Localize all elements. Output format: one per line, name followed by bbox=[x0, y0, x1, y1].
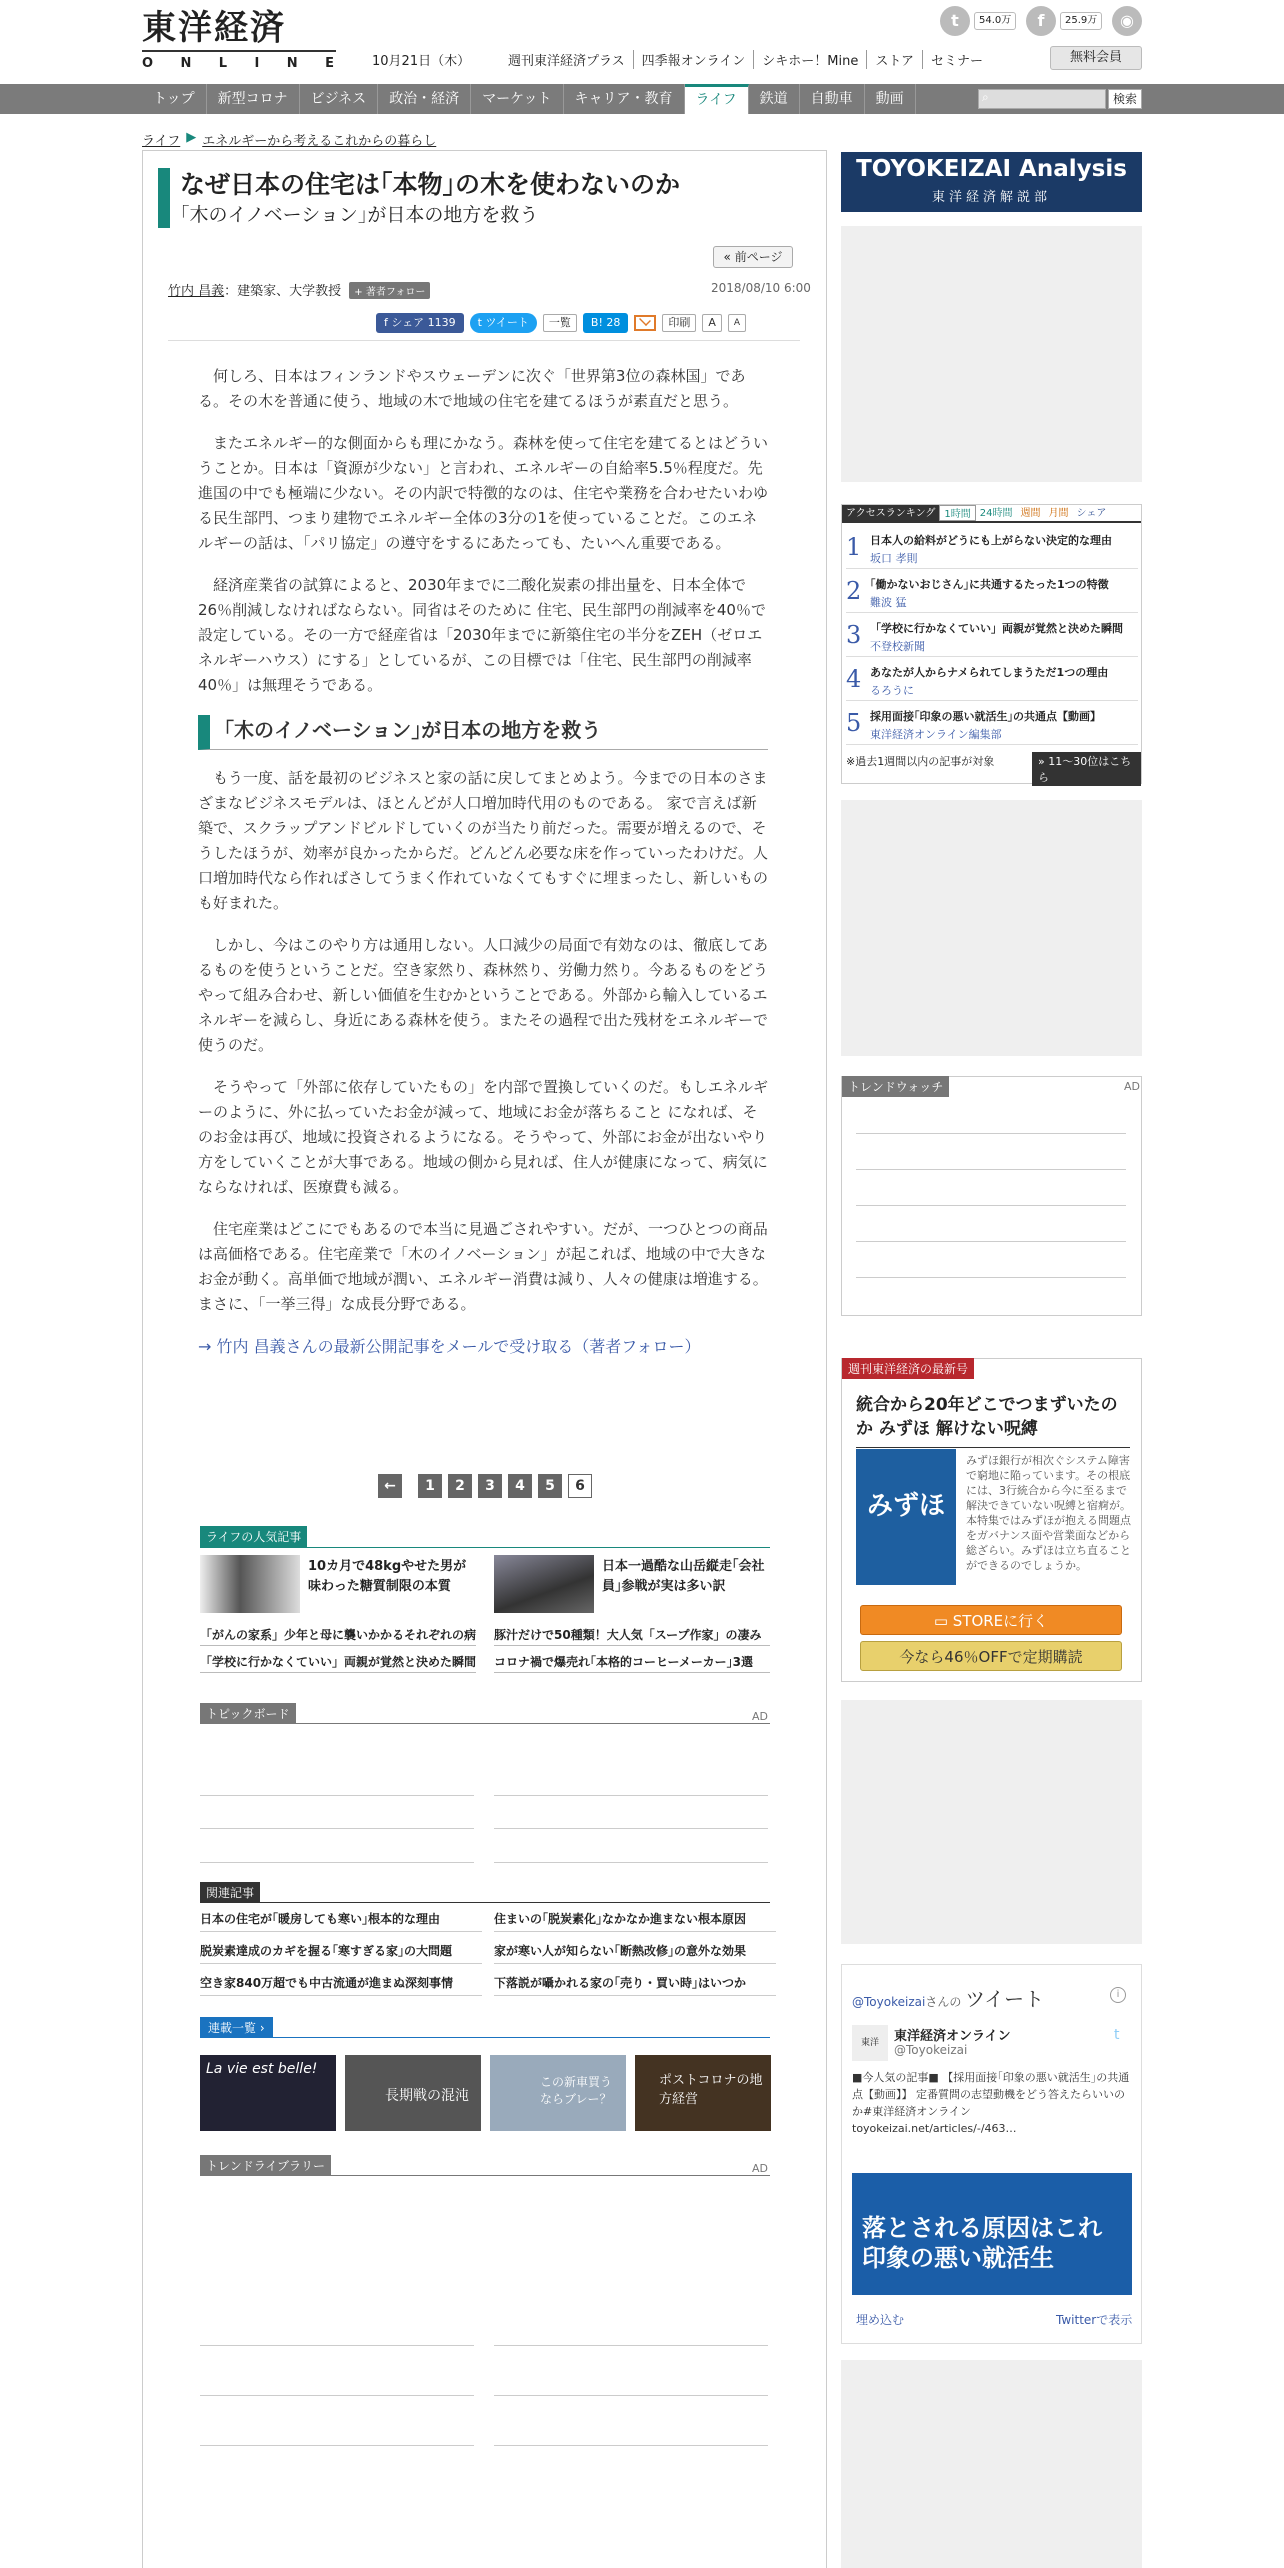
logo-online bbox=[142, 56, 336, 71]
ranking-item[interactable] bbox=[846, 705, 1138, 745]
tab-24hour[interactable]: 24時間 bbox=[979, 508, 1013, 519]
divider bbox=[856, 1169, 1126, 1170]
divider bbox=[856, 1133, 1126, 1134]
user-plus-icon: + bbox=[354, 287, 363, 298]
related-item[interactable]: 空き家840万超でも中古流通が進まぬ深刻事情 bbox=[200, 1970, 482, 1996]
logo-letter: E bbox=[325, 56, 336, 71]
ad-label: AD bbox=[1124, 1080, 1140, 1093]
tab-weekly[interactable]: 週間 bbox=[1020, 508, 1041, 519]
mail-icon[interactable] bbox=[634, 315, 656, 331]
rss-icon: ◉ bbox=[1112, 6, 1142, 36]
nav-item-top[interactable]: トップ bbox=[142, 84, 207, 114]
rank-number: 5 bbox=[846, 709, 862, 737]
trendwatch bbox=[841, 1076, 1142, 1316]
related-item[interactable]: 下落説が囁かれる家の｢売り・買い時｣はいつか bbox=[494, 1970, 776, 1996]
weekly-cover[interactable]: みずほ bbox=[856, 1449, 956, 1585]
divider bbox=[200, 2037, 770, 2038]
author-role: ：建築家、大学教授 bbox=[224, 284, 342, 299]
rank-title: あなたが人からナメられてしまうただ1つの理由 bbox=[870, 666, 1109, 679]
divider bbox=[200, 2395, 474, 2396]
facebook-share-button[interactable] bbox=[376, 313, 464, 333]
popular-card-title: 10カ月で48kgやせた男が味わった糖質制限の本質 bbox=[308, 1559, 467, 1594]
related-label: 関連記事 bbox=[200, 1882, 260, 1903]
divider bbox=[494, 2445, 768, 2446]
store-button-label: STOREに行く bbox=[952, 1612, 1049, 1630]
tweet-banner[interactable] bbox=[852, 2173, 1132, 2295]
series-thumbnail[interactable] bbox=[635, 2055, 771, 2131]
logo-letter: L bbox=[218, 56, 230, 71]
paragraph: またエネルギー的な側面からも理にかなう。森林を使って住宅を建てるとはどういうことか。日本は「資源が少ない」と言われ、エネルギーの自給率5.5％程度だ。先進国の中でも極端に少ない。その内訳で特徴的なのは、住宅や業務を合わせたいわゆる民生部門、つまり建物でエネルギー全体の3分の1を使っていることだ。このエネルギーの話は、「パリ協定」の遵守をするにあたっても、たいへん重要である。 bbox=[198, 434, 769, 552]
tweet-label: ツイート bbox=[485, 316, 529, 329]
series-thumb-text: 長期戦の混沌 bbox=[385, 2088, 469, 2104]
divider bbox=[494, 2395, 768, 2396]
rank-author: 難波 猛 bbox=[870, 596, 907, 609]
paragraph: 経済産業省の試算によると、2030年までに二酸化炭素の排出量を、日本全体で26％削減しなければならない。同省はそのために 住宅、民生部門の削減率を40％で設定している。その一方で経産省は「2030年までに新築住宅の半分をZEH（ゼロエネルギーハウス）にする」としているが、この目標では「住宅、民生部門の削減率40％」は無理そうである。 bbox=[198, 576, 766, 694]
rank-author: 東洋経済オンライン編集部 bbox=[870, 728, 1002, 741]
author-line bbox=[168, 280, 430, 299]
ad-slot bbox=[841, 226, 1142, 482]
tweet-banner-text: 落とされる原因はこれ 印象の悪い就活生 bbox=[862, 2214, 1102, 2272]
twitter-icon: t bbox=[477, 316, 486, 329]
timeline-title: ツイート bbox=[965, 1987, 1045, 2011]
nav-item-covid[interactable]: 新型コロナ bbox=[207, 84, 300, 114]
timeline-suffix: さんの bbox=[925, 1995, 962, 2009]
popular-list-item[interactable]: 「学校に行かなくていい」両親が覚然と決めた瞬間 bbox=[200, 1651, 476, 1673]
twitter-count: 54.0万 bbox=[974, 12, 1016, 30]
popular-card-title: 日本一過酷な山岳縦走｢会社員｣参戦が実は多い訳 bbox=[602, 1559, 765, 1594]
page-link[interactable]: 1 bbox=[418, 1474, 442, 1498]
divider bbox=[494, 2345, 768, 2346]
divider bbox=[494, 1862, 768, 1863]
rank-title: 「学校に行かなくていい」両親が覚然と決めた瞬間 bbox=[870, 622, 1123, 635]
view-on-twitter-link[interactable]: Twitterで表示 bbox=[1056, 2313, 1133, 2327]
logo-letter: N bbox=[180, 56, 194, 71]
page-link[interactable]: 2 bbox=[448, 1474, 472, 1498]
twitter-icon: t bbox=[1114, 2027, 1120, 2043]
logo-kanji: 東洋経済 bbox=[142, 8, 286, 48]
series-label[interactable] bbox=[200, 2017, 273, 2038]
nav-item-politics[interactable]: 政治・経済 bbox=[378, 84, 471, 114]
series-thumb-text: この新車買うならブレー？ bbox=[540, 2075, 613, 2106]
divider bbox=[200, 1723, 770, 1724]
ranking-title: アクセスランキング bbox=[842, 505, 939, 521]
tweet-account-handle[interactable]: @Toyokeizai bbox=[894, 2043, 968, 2057]
trendlib-label: トレンドライブラリー bbox=[200, 2155, 331, 2176]
nav-item-life[interactable]: ライフ bbox=[685, 84, 749, 114]
popular-list-item[interactable]: コロナ禍で爆売れ｢本格的コーヒーメーカー｣3選 bbox=[494, 1651, 770, 1673]
twitter-icon: t bbox=[940, 6, 970, 36]
divider bbox=[494, 1795, 768, 1796]
ad-label: AD bbox=[752, 2162, 768, 2175]
tweet-account[interactable]: 東洋経済オンライン bbox=[894, 2029, 1011, 2044]
paragraph: そうやって「外部に依存していたもの」を内部で置換していくのだ。もしエネルギーのように、外に払っていたお金が減って、地域にお金が落ちること になれば、そのお金は再び、地域に投資されるようになる。そうやって、外部にお金が出ないやり方をしていくことが大事である。地域の側から見れば、住人が健康になって、病気にならなければ、医療費も減る。 bbox=[198, 1078, 769, 1196]
series-thumbnail[interactable] bbox=[345, 2055, 481, 2131]
nav-item-auto[interactable]: 自動車 bbox=[800, 84, 865, 114]
divider bbox=[200, 1795, 474, 1796]
tweet-text: ■今人気の記事■ 【採用面接｢印象の悪い就活生｣の共通点【動画】】 定番質問の志望動機をどう答えたらいいのか#東洋経済オンライン toyokeizai.net/articles/-/463… bbox=[852, 2071, 1130, 2135]
current-page: 6 bbox=[568, 1474, 592, 1498]
nav-item-career[interactable]: キャリア・教育 bbox=[564, 84, 685, 114]
free-member-button[interactable]: 無料会員 bbox=[1050, 46, 1142, 70]
chevron-right-icon: ▶ bbox=[186, 130, 197, 145]
tweet-button[interactable] bbox=[470, 313, 537, 333]
embed-link[interactable]: 埋め込む bbox=[856, 2313, 905, 2327]
timeline-handle[interactable]: @Toyokeizai bbox=[852, 1995, 926, 2009]
page-subtitle: ｢木のイノベーション｣が日本の地方を救う bbox=[180, 204, 539, 226]
rank-number: 2 bbox=[846, 577, 862, 605]
related-item[interactable]: 家が寒い人が知らない｢断熱改修｣の意外な効果 bbox=[494, 1938, 776, 1964]
divider bbox=[200, 1862, 474, 1863]
related-item[interactable]: 日本の住宅が｢暖房しても寒い｣根本的な理由 bbox=[200, 1906, 482, 1932]
paragraph: 何しろ、日本はフィンランドやスウェーデンに次ぐ「世界第3位の森林国」である。その木を普通に使う、地域の木で地域の住宅を建てるほうが素直だと思う。 bbox=[198, 367, 746, 410]
rank-author: 坂口 孝則 bbox=[870, 552, 918, 565]
timeline-header bbox=[852, 1983, 1044, 2012]
popular-list-item[interactable]: 「がんの家系」少年と母に襲いかかるそれぞれの病 bbox=[200, 1624, 476, 1646]
rank-number: 4 bbox=[846, 665, 862, 693]
page-title: なぜ日本の住宅は｢本物｣の木を使わないのか bbox=[180, 170, 681, 199]
access-ranking bbox=[841, 504, 1142, 784]
tab-share[interactable]: シェア bbox=[1076, 508, 1107, 519]
facebook-follow[interactable] bbox=[1026, 6, 1102, 36]
ranking-item[interactable] bbox=[846, 529, 1138, 569]
rank-author: るろうに bbox=[870, 684, 914, 697]
paragraph: しかし、今はこのやり方は通用しない。人口減少の局面で有効なのは、徹底してあるものを使うということだ。空き家然り、森林然り、労働力然り。今あるものをどうやって組み合わせ、新しい価値を生むかということである。外部から輸入しているエネルギーを減らし、身近にある森林を使う。またその過程で出た残材をエネルギーで使うのだ。 bbox=[198, 936, 769, 1054]
divider bbox=[200, 2445, 474, 2446]
share-bar bbox=[376, 313, 746, 333]
page-link[interactable]: 3 bbox=[478, 1474, 502, 1498]
rank-title: ｢働かないおじさん｣に共通するたった1つの特徴 bbox=[870, 578, 1109, 591]
ranking-item[interactable] bbox=[846, 573, 1138, 613]
divider bbox=[856, 1205, 1126, 1206]
article-date: 2018/08/10 6:00 bbox=[711, 281, 811, 295]
facebook-share-label: シェア 1139 bbox=[391, 316, 456, 329]
article-title-block bbox=[158, 168, 778, 228]
series-thumb-text: La vie est belle! bbox=[206, 2061, 318, 2077]
logo-letter: I bbox=[254, 56, 262, 71]
author-follow-link[interactable]: → 竹内 昌義さんの最新公開記事をメールで受け取る（著者フォロー） bbox=[198, 1337, 701, 1356]
divider bbox=[200, 2175, 770, 2176]
divider bbox=[200, 1902, 770, 1903]
chevron-right-icon: › bbox=[259, 2021, 265, 2035]
nav-item-business[interactable]: ビジネス bbox=[300, 84, 379, 114]
paragraph: もう一度、話を最初のビジネスと家の話に戻してまとめよう。今までの日本のさまざまなビジネスモデルは、ほとんどが人口増加時代用のものである。 家で言えば新築で、スクラップアンドビルドしていくのが当たり前だった。需要が増えるので、そうしたほうが、効率が良かったからだ。どんどん必要な床を作っていったわけだ。人口増加時代なら作ればさしてうまく作れていなくてもすぐに埋まったし、新しいものも好まれた。 bbox=[198, 769, 769, 912]
related-item[interactable]: 住まいの｢脱炭素化｣なかなか進まない根本原因 bbox=[494, 1906, 776, 1932]
nav-item-market[interactable]: マーケット bbox=[471, 84, 563, 114]
store-button[interactable] bbox=[860, 1605, 1122, 1635]
search-icon: ⌕ bbox=[982, 90, 989, 104]
header-link[interactable]: セミナー bbox=[930, 54, 983, 69]
header-link[interactable]: 四季報オンライン bbox=[634, 50, 755, 69]
tab-1hour[interactable]: 1時間 bbox=[939, 505, 975, 521]
weekly-title[interactable]: 統合から20年どこでつまずいたのか みずほ 解けない呪縛 bbox=[856, 1393, 1130, 1448]
weekly-description: みずほ銀行が相次ぐシステム障害で窮地に陥っています。その根底には、3行統合から今に至るまで解決できていない呪縛と宿痾が。本特集ではみずほが抱える問題点をガバナンス面や営業面などから総ざらい。みずほは立ち直ることができるのでしょうか。 bbox=[966, 1454, 1131, 1572]
print-button[interactable]: 印刷 bbox=[662, 314, 696, 332]
search-input[interactable] bbox=[978, 89, 1106, 109]
ranking-more-link[interactable]: » 11～30位はこちら bbox=[1032, 752, 1141, 786]
weekly-label: 週刊東洋経済の最新号 bbox=[842, 1358, 974, 1379]
facebook-icon: f bbox=[384, 316, 392, 329]
popular-card[interactable] bbox=[494, 1555, 772, 1615]
logo-letter: N bbox=[286, 56, 300, 71]
prev-page-button[interactable]: « 前ページ bbox=[713, 246, 793, 268]
info-icon[interactable]: i bbox=[1110, 1987, 1126, 2003]
subscribe-button[interactable]: 今なら46％OFFで定期購読 bbox=[860, 1641, 1122, 1671]
nav-item-video[interactable]: 動画 bbox=[865, 84, 916, 114]
header-date: 10月21日（木） bbox=[372, 54, 471, 69]
font-large-button[interactable]: A bbox=[702, 314, 722, 332]
nav-item-railway[interactable]: 鉄道 bbox=[749, 84, 800, 114]
header-link[interactable]: シキホー！Mine bbox=[754, 50, 867, 69]
divider bbox=[200, 1547, 770, 1548]
divider bbox=[494, 1828, 768, 1829]
ad-label: AD bbox=[752, 1710, 768, 1723]
divider bbox=[856, 1241, 1126, 1242]
series-thumbnail[interactable] bbox=[200, 2055, 336, 2131]
site-header bbox=[0, 0, 1284, 84]
divider bbox=[200, 1828, 474, 1829]
related-item[interactable]: 脱炭素達成のカギを握る｢寒すぎる家｣の大問題 bbox=[200, 1938, 482, 1964]
breadcrumb-life[interactable]: ライフ bbox=[142, 134, 181, 149]
breadcrumb-series[interactable]: エネルギーから考えるこれからの暮らし bbox=[202, 134, 437, 149]
arrow-left-icon[interactable]: ← bbox=[378, 1474, 402, 1498]
twitter-timeline bbox=[841, 1964, 1142, 2344]
divider bbox=[856, 1277, 1126, 1278]
rank-title: 日本人の給料がどうにも上がらない決定的な理由 bbox=[870, 534, 1112, 547]
series-label-text: 連載一覧 bbox=[208, 2021, 257, 2035]
list-button[interactable]: 一覧 bbox=[543, 314, 577, 332]
rank-number: 1 bbox=[846, 533, 862, 561]
popular-list-item[interactable]: 豚汁だけで50種類！大人気「スープ作家」の凄み bbox=[494, 1624, 770, 1646]
logo-rule bbox=[142, 50, 336, 52]
ranking-note: ※過去1週間以内の記事が対象 bbox=[846, 755, 995, 768]
ad-slot bbox=[841, 2360, 1142, 2568]
analysis-subtitle: 東洋経済解説部 bbox=[931, 190, 1051, 205]
popular-label: ライフの人気記事 bbox=[200, 1526, 307, 1547]
avatar[interactable]: 東洋 bbox=[852, 2025, 888, 2061]
page-link[interactable]: 5 bbox=[538, 1474, 562, 1498]
analysis-title: TOYOKEIZAI Analysis bbox=[856, 156, 1127, 182]
pagination bbox=[378, 1474, 592, 1498]
rank-author: 不登校新聞 bbox=[870, 640, 925, 653]
font-small-button[interactable]: A bbox=[728, 314, 746, 332]
header-link[interactable]: ストア bbox=[867, 50, 923, 69]
article-thumbnail bbox=[494, 1555, 594, 1613]
main-nav bbox=[0, 84, 1284, 114]
header-link[interactable]: 週刊東洋経済プラス bbox=[500, 50, 634, 69]
article-body bbox=[198, 364, 768, 1359]
breadcrumb bbox=[142, 130, 436, 149]
book-icon: ▭ bbox=[933, 1612, 953, 1630]
ad-slot bbox=[841, 800, 1142, 1056]
weekly-magazine bbox=[841, 1358, 1142, 1682]
author-name[interactable]: 竹内 昌義 bbox=[168, 284, 225, 299]
divider bbox=[168, 340, 800, 341]
author-follow-label: 著者フォロー bbox=[365, 287, 426, 298]
site-logo[interactable] bbox=[142, 8, 336, 70]
rss-follow[interactable] bbox=[1112, 6, 1142, 36]
twitter-follow[interactable] bbox=[940, 6, 1016, 36]
tab-monthly[interactable]: 月間 bbox=[1048, 508, 1069, 519]
ranking-item[interactable] bbox=[846, 617, 1138, 657]
topicboard-label: トピックボード bbox=[200, 1703, 296, 1724]
search-button[interactable]: 検索 bbox=[1108, 89, 1142, 109]
facebook-icon: f bbox=[1026, 6, 1056, 36]
series-thumbnail[interactable] bbox=[490, 2055, 626, 2131]
facebook-count: 25.9万 bbox=[1060, 12, 1102, 30]
trendwatch-label: トレンドウォッチ bbox=[842, 1076, 949, 1097]
author-follow-button[interactable] bbox=[349, 282, 430, 299]
rank-number: 3 bbox=[846, 621, 862, 649]
divider bbox=[200, 2345, 474, 2346]
popular-card[interactable] bbox=[200, 1555, 478, 1615]
ad-slot bbox=[841, 1700, 1142, 1944]
header-links bbox=[500, 50, 991, 69]
section-heading: ｢木のイノベーション｣が日本の地方を救う bbox=[198, 715, 768, 750]
rank-title: 採用面接｢印象の悪い就活生｣の共通点【動画】 bbox=[870, 710, 1101, 723]
analysis-banner[interactable] bbox=[841, 152, 1142, 212]
hatena-bookmark-button[interactable]: B! 28 bbox=[583, 313, 628, 333]
series-thumb-text: ポストコロナの地方経営 bbox=[659, 2073, 763, 2107]
article-thumbnail bbox=[200, 1555, 300, 1613]
paragraph: 住宅産業はどこにでもあるので本当に見過ごされやすい。だが、一つひとつの商品は高価格である。住宅産業で「木のイノベーション」が起これば、地域の中で大きなお金が動く。高単価で地域が潤い、エネルギー消費は減り、人々の健康は増進する。まさに、「一挙三得」な成長分野である。 bbox=[198, 1220, 768, 1313]
page-link[interactable]: 4 bbox=[508, 1474, 532, 1498]
ranking-tabs bbox=[842, 505, 1141, 523]
ranking-item[interactable] bbox=[846, 661, 1138, 701]
logo-letter: O bbox=[142, 56, 156, 71]
